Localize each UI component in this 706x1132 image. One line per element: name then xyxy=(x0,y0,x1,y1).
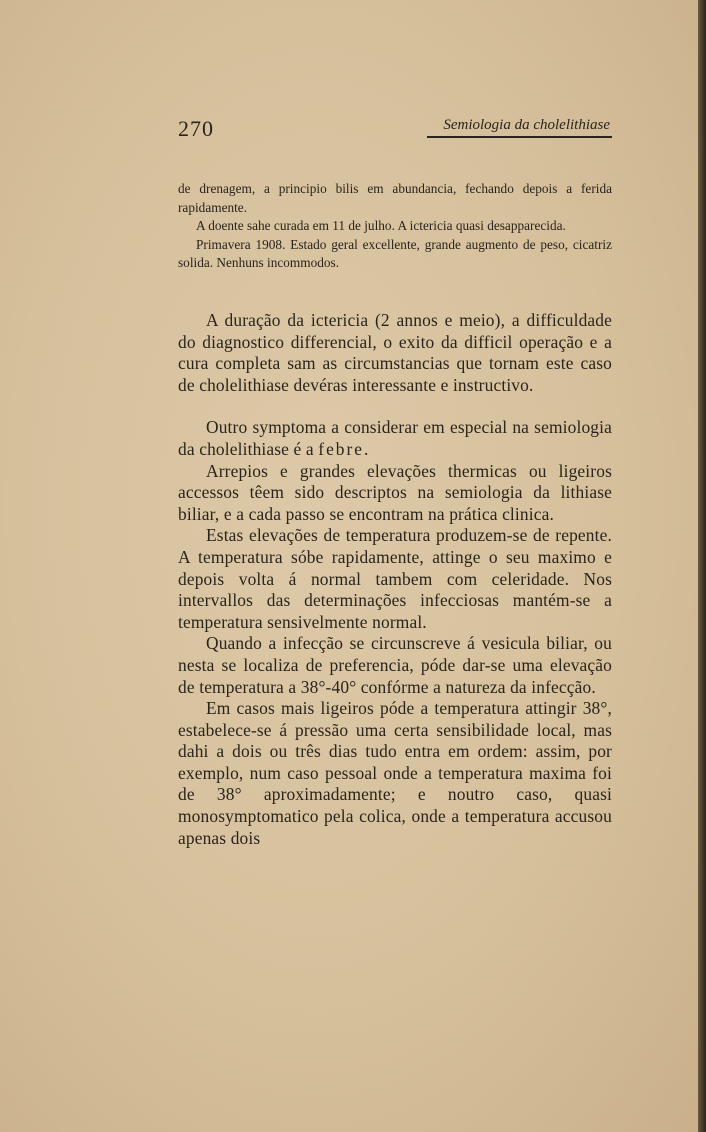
body-paragraph: Estas elevações de temperatura produzem-se de repente. A temperatura sóbe rapidamente, attinge o seu maximo e depois volta á normal tambem com celeridade. Nos intervallos das determinações infecciosas mantém-se a temperatura sensivelmente normal. xyxy=(178,525,612,632)
book-spine-edge xyxy=(698,0,706,1132)
main-text xyxy=(178,310,612,849)
body-paragraph: Quando a infecção se circunscreve á vesicula biliar, ou nesta se localiza de preferencia, póde dar-se uma elevação de temperatura a 38°-40° confórme a natureza da infecção. xyxy=(178,633,612,697)
body-paragraph: Em casos mais ligeiros póde a temperatura attingir 38°, estabelece-se á pressão uma certa sensibilidade local, mas dahi a dois ou três dias tudo entra em ordem: assim, por exemplo, num caso pessoal onde a temperatura maxima foi de 38° aproximadamente; e noutro caso, quasi monosymptomatico pela colica, onde a temperatura accusou apenas dois xyxy=(178,698,612,848)
emphasized-word: febre. xyxy=(318,438,371,459)
body-paragraph: A duração da ictericia (2 annos e meio), a difficuldade do diagnostico differencial, o exito da difficil operação e a cura completa sam as circumstancias que tornam este caso de cholelithiase devéras interessante e instructivo. xyxy=(178,310,612,395)
case-notes xyxy=(178,180,612,273)
body-paragraph-text: Outro symptoma a considerar em especial na semiologia da cholelithiase é a xyxy=(178,417,612,459)
body-paragraph xyxy=(178,417,612,460)
page-header xyxy=(178,112,612,142)
running-title: Semiologia da cholelithiase xyxy=(443,117,610,133)
page-number: 270 xyxy=(178,116,214,141)
note-paragraph: A doente sahe curada em 11 de julho. A ictericia quasi desapparecida. xyxy=(196,218,566,234)
body-paragraph: Arrepios e grandes elevações thermicas ou ligeiros accessos têem sido descriptos na semiologia da lithiase biliar, e a cada passo se encontram na prática clinica. xyxy=(178,460,612,524)
note-paragraph: Primavera 1908. Estado geral excellente, grande augmento de peso, cicatriz solida. Nenhuns incommodos. xyxy=(178,236,612,271)
note-paragraph: de drenagem, a principio bilis em abundancia, fechando depois a ferida rapidamente. xyxy=(178,181,612,215)
header-rule xyxy=(427,136,612,138)
